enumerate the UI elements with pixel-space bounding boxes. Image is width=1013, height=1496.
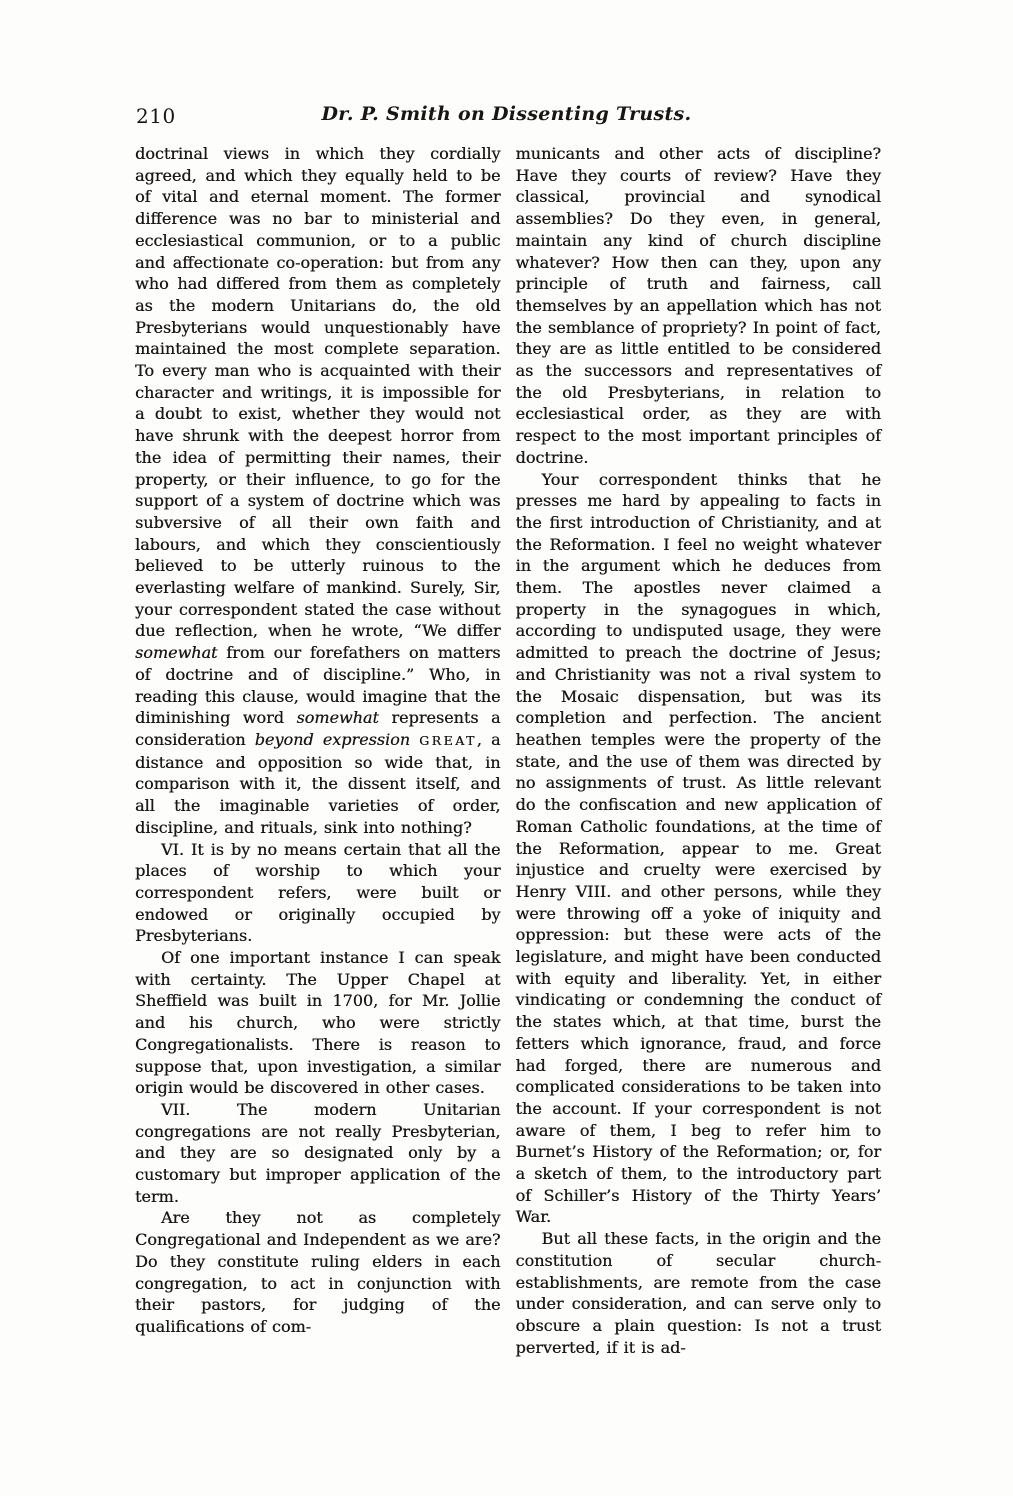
paragraph [135,839,501,948]
text-segment-normal: doctrinal views in which they cordially agreed, and which they equally held to be of vital and eternal moment. The former difference was no bar to ministerial and ecclesiastical communion, or to a public and affectionate co-operation: but from any who had differed from them as completely as the modern Unitarians do, the old Presbyterians would unquestionably have maintained the most complete separation. To every man who is acquainted with their character and writings, it is impossible for a doubt to exist, whether they would not have shrunk with the deepest horror from the idea of permitting their names, their property, or their influence, to go for the support of a system of doctrine which was subversive of all their own faith and labours, and which they conscientiously believed to be utterly ruinous to the everlasting welfare of mankind. Surely, Sir, your correspondent stated the case without due reflection, when he wrote, “We differ [135,144,501,641]
text-segment-smallcaps: GREAT [419,732,477,748]
page-number: 210 [136,104,176,128]
text-columns [135,143,881,1358]
text-segment-normal: VI. It is by no means certain that all the places of worship to which your correspondent refers, were built or endowed or originally occupied by Presbyterians. [135,839,501,946]
text-segment-normal: But all these facts, in the origin and the constitution of secular church-establishments, are remote from the case under consideration, and can serve only to obscure a plain question: Is not a trust perverted, if it is ad- [515,1229,881,1357]
column-right [516,143,882,1358]
text-segment-normal [410,730,419,749]
page-header [0,103,1013,133]
text-segment-italic: beyond expression [254,729,411,749]
text-segment-italic: somewhat [296,708,379,728]
text-segment-normal: , a distance and opposition so wide that, in comparison with it, the dissent itself, and all the imaginable varieties of order, discipline, and rituals, sink into nothing? [135,729,501,837]
text-segment-normal: represents a consideration [135,708,501,749]
text-segment-normal: municants and other acts of discipline? Have they courts of review? Have they classical, provincial and synodical assemblies? Do they even, in general, maintain any kind of church discipline whatever? How then can they, upon any principle of truth and fairness, call themselves by an appellation which has not the semblance of propriety? In point of fact, they are as little entitled to be considered as the successors and representatives of the old Presbyterians, in relation to ecclesiastical order, as they are with respect to the most important principles of doctrine. [515,144,881,467]
column-left [135,143,501,1358]
running-title: Dr. P. Smith on Dissenting Trusts. [321,103,692,125]
text-segment-italic: somewhat [135,643,218,663]
paragraph [135,1207,501,1337]
text-segment-normal: from our forefathers on matters of doctrine and of discipline.” Who, in reading this clause, would imagine that the diminishing word [135,643,501,728]
paragraph [135,947,501,1099]
text-segment-normal: VII. The modern Unitarian congregations are not really Presbyterian, and they are so designated only by a customary but improper application of the term. [135,1099,501,1206]
text-segment-normal: Are they not as completely Congregational and Independent as we are? Do they constitute ruling elders in each congregation, to act in conjunction with their pastors, for judging of the qualifications of com- [135,1208,501,1336]
text-segment-normal: Of one important instance I can speak with certainty. The Upper Chapel at Sheffield was built in 1700, for Mr. Jollie and his church, who were strictly Congregationalists. There is reason to suppose that, upon investigation, a similar origin would be discovered in other cases. [135,948,501,1098]
paragraph [135,143,501,839]
paragraph [516,469,882,1229]
text-segment-normal: Your correspondent thinks that he presses me hard by appealing to facts in the first introduction of Christianity, and at the Reformation. I feel no weight whatever in the argument which he deduces from them. The apostles never claimed a property in the synagogues in which, according to undisputed usage, they were admitted to preach the doctrine of Jesus; and Christianity was not a rival system to the Mosaic dispensation, but was its completion and perfection. The ancient heathen temples were the property of the state, and the use of them was directed by no assignments of trust. As little relevant do the confiscation and new application of Roman Catholic foundations, at the time of the Reformation, appear to me. Great injustice and cruelty were exercised by Henry VIII. and other persons, while they were throwing off a yoke of iniquity and oppression: but these were acts of the legislature, and might have been conducted with equity and liberality. Yet, in either vindicating or condemning the conduct of the states which, at that time, burst the fetters which ignorance, fraud, and force had forged, there are numerous and complicated considerations to be taken into the account. If your correspondent is not aware of them, I beg to refer him to Burnet’s History of the Reformation; or, for a sketch of them, to the introductory part of Schiller’s History of the Thirty Years’ War. [515,469,881,1227]
paragraph [516,143,882,469]
paragraph [135,1099,501,1208]
paragraph [516,1228,882,1358]
